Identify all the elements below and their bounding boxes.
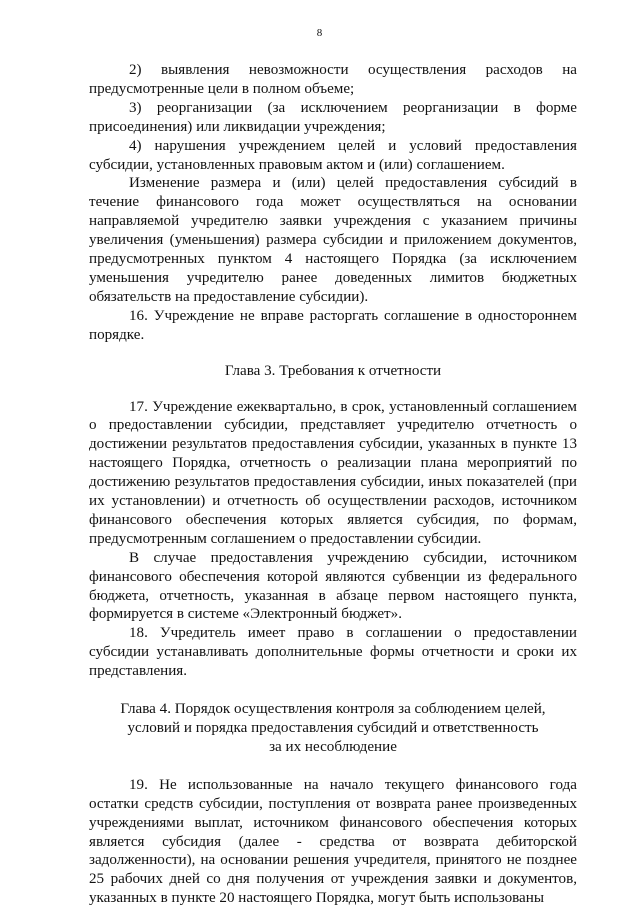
page-body — [89, 61, 577, 908]
chapter-4-title-line-2: условий и порядка предоставления субсидий и ответственность — [127, 720, 539, 736]
chapter-3-title: Глава 3. Требования к отчетности — [224, 362, 442, 379]
paragraph-19: 19. Не использованные на начало текущего финансового года остатки средств субсидии, поступления от возврата ранее произведенных учреждениями выплат, источником финансового обеспечения которых является субсидия (далее - средства от возврата дебиторской задолженности), на основании решения учредителя, принятого не позднее 25 рабочих дней со дня получения от учреждения заявки и документов, указанных в пункте 20 настоящего Порядка, могут быть использованы — [89, 776, 577, 907]
paragraph-17-electronic-budget: В случае предоставления учреждению субсидии, источником финансового обеспечения которой являются субвенции из федерального бюджета, отчетность, указанная в абзаце первом настоящего пункта, формируется в системе «Электронный бюджет». — [89, 549, 577, 623]
chapter-4-title-line-3: за их несоблюдение — [269, 738, 397, 755]
chapter-4-title-line-1: Глава 4. Порядок осуществления контроля за соблюдением целей, — [120, 701, 546, 718]
chapter-4-title — [89, 700, 577, 757]
paragraph-item-3: 3) реорганизации (за исключением реорганизации в форме присоединения) или ликвидации учреждения; — [89, 99, 577, 135]
paragraph-18: 18. Учредитель имеет право в соглашении о предоставлении субсидии устанавливать дополнительные формы отчетности и сроки их представления. — [89, 625, 577, 680]
paragraph-17: 17. Учреждение ежеквартально, в срок, установленный соглашением о предоставлении субсидии, представляет учредителю отчетность о достижении результатов предоставления субсидии, указанных в пункте 13 настоящего Порядка, отчетность о реализации плана мероприятий по достижению результатов предоставления субсидии, иных показателей (при их установлении) и отчетность об осуществлении расходов, источником финансового обеспечения которых является субсидия, по формам, предусмотренным соглашением о предоставлении субсидии. — [89, 398, 577, 547]
paragraph-16: 16. Учреждение не вправе расторгать соглашение в одностороннем порядке. — [89, 307, 577, 343]
paragraph-item-4: 4) нарушения учреждением целей и условий предоставления субсидии, установленных правовым актом и (или) соглашением. — [89, 137, 577, 173]
paragraph-item-2: 2) выявления невозможности осуществления расходов на предусмотренные цели в полном объеме; — [89, 62, 577, 97]
page-number: 8 — [316, 27, 323, 39]
paragraph-subsidy-change: Изменение размера и (или) целей предоставления субсидий в течение финансового года может осуществляться на основании направляемой учредителю заявки учреждения с указанием причины увеличения (уменьшения) размера субсидии и приложением документов, предусмотренных пунктом 4 настоящего Порядка (за исключением уменьшения учредителю ранее доведенных лимитов бюджетных обязательств на предоставление субсидии). — [89, 175, 577, 305]
